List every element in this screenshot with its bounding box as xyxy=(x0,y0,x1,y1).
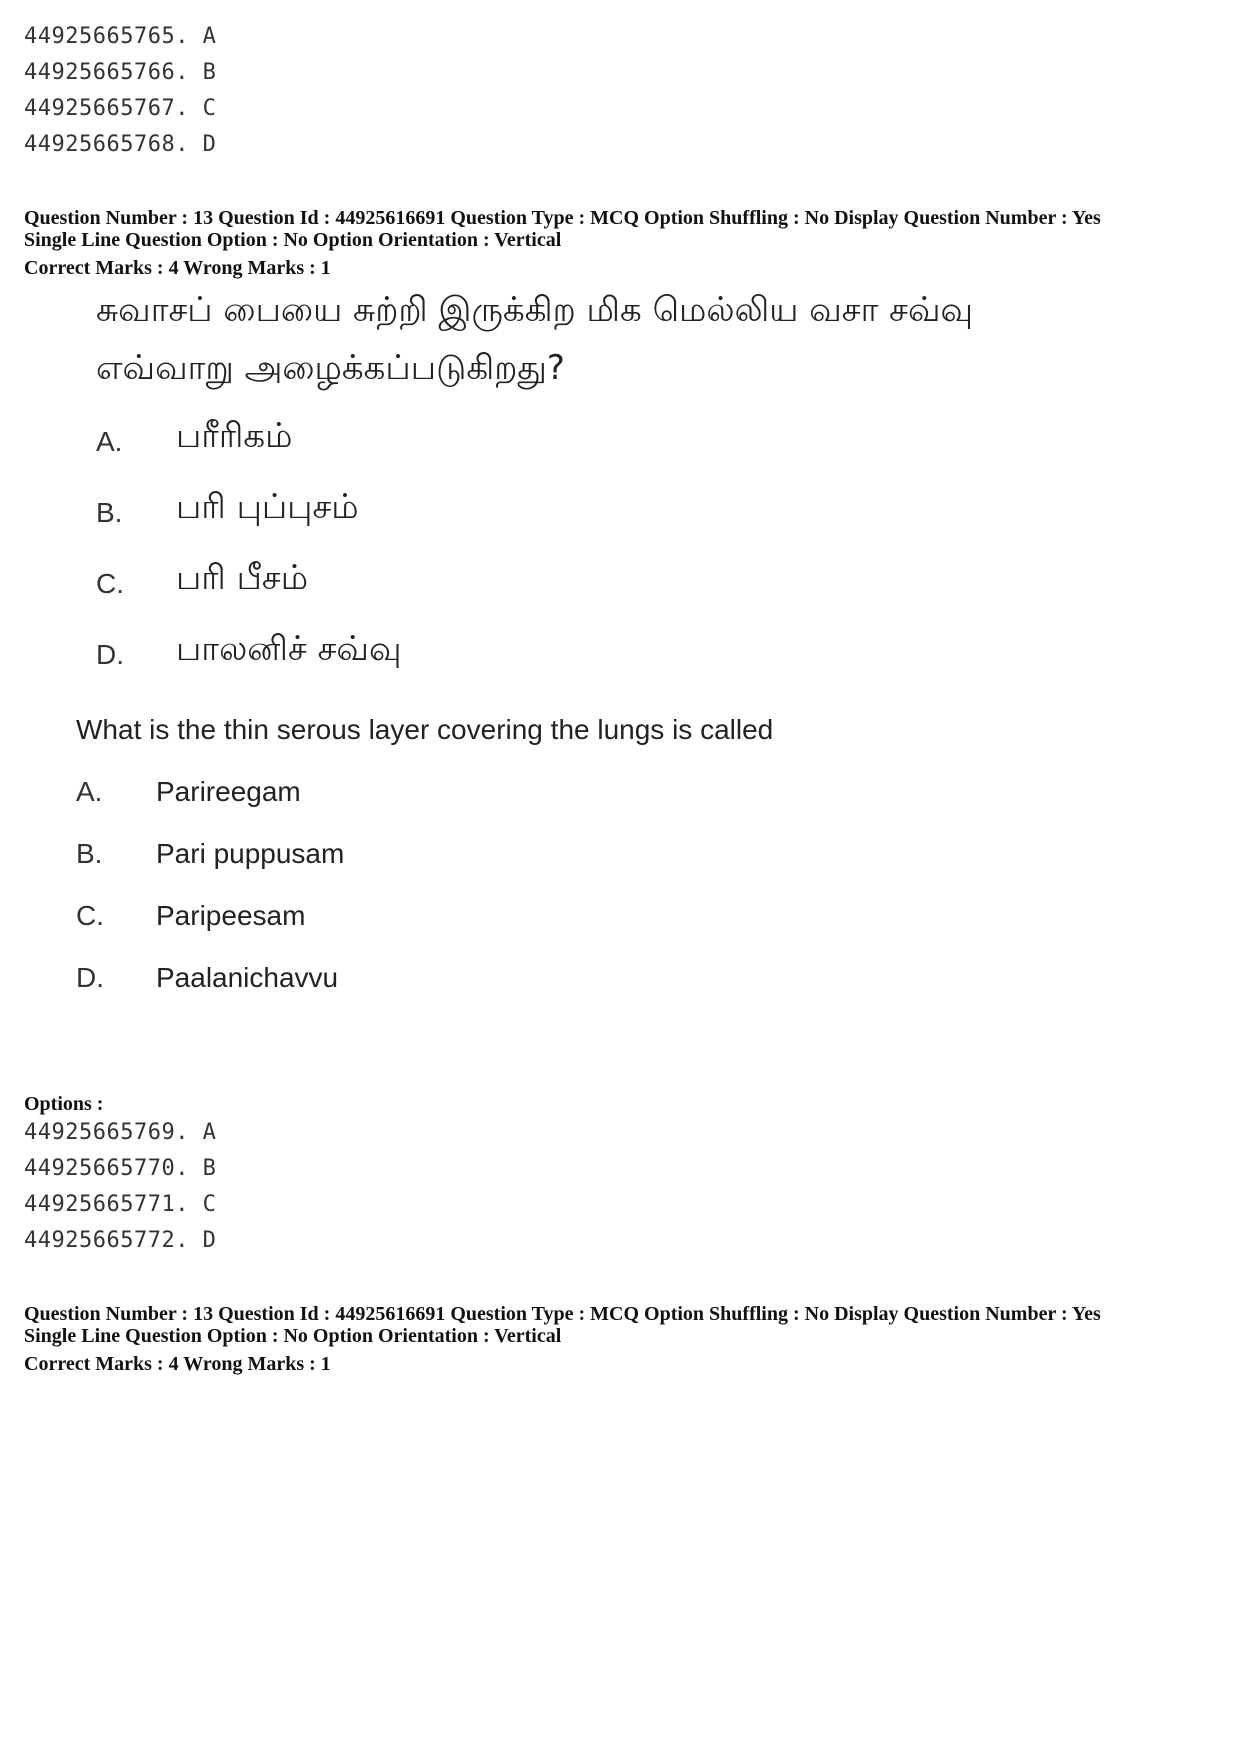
english-option-d-label: D. xyxy=(76,962,104,993)
english-option-a-label: A. xyxy=(76,776,103,807)
english-option-b-label: B. xyxy=(76,838,103,869)
tamil-option-a-label: A. xyxy=(96,426,123,457)
question-meta-line2-repeat: Single Line Question Option : No Option Orientation : Vertical xyxy=(24,1325,562,1347)
option-id-bottom-a: 44925665769. A xyxy=(24,1120,217,1145)
tamil-question-line2: எவ்வாறு அழைக்கப்படுகிறது? xyxy=(96,348,565,388)
tamil-option-d-text: பாலனிச் சவ்வு xyxy=(176,629,402,669)
option-id-top-b: 44925665766. B xyxy=(24,60,217,85)
english-option-c-text: Paripeesam xyxy=(156,900,306,931)
option-id-top-a: 44925665765. A xyxy=(24,24,217,49)
tamil-option-c-text: பரி பீசம் xyxy=(176,558,309,598)
option-id-bottom-b: 44925665770. B xyxy=(24,1156,217,1181)
english-question-text: What is the thin serous layer covering the lungs is called xyxy=(76,714,774,745)
tamil-option-b-label: B. xyxy=(96,497,123,528)
question-marks-line: Correct Marks : 4 Wrong Marks : 1 xyxy=(24,257,331,279)
option-id-top-c: 44925665767. C xyxy=(24,96,217,121)
english-option-a-text: Parireegam xyxy=(156,776,301,807)
tamil-option-a-text: பரீரிகம் xyxy=(176,416,293,456)
english-option-c-label: C. xyxy=(76,900,104,931)
tamil-option-b-text: பரி புப்புசம் xyxy=(176,487,359,527)
option-id-top-d: 44925665768. D xyxy=(24,132,217,157)
option-id-bottom-c: 44925665771. C xyxy=(24,1192,217,1217)
tamil-option-d-label: D. xyxy=(96,639,124,670)
question-meta-line1-repeat: Question Number : 13 Question Id : 44925616691 Question Type : MCQ Option Shuffling : No Display Question Number : Yes xyxy=(24,1303,1101,1325)
question-meta-line2: Single Line Question Option : No Option Orientation : Vertical xyxy=(24,229,562,251)
english-option-b-text: Pari puppusam xyxy=(156,838,345,869)
tamil-question-line1: சுவாசப் பையை சுற்றி இருக்கிற மிக மெல்லிய வசா சவ்வு xyxy=(96,290,974,330)
english-option-d-text: Paalanichavvu xyxy=(156,962,339,993)
question-meta-line1: Question Number : 13 Question Id : 44925616691 Question Type : MCQ Option Shuffling : No Display Question Number : Yes xyxy=(24,207,1101,229)
options-heading: Options : xyxy=(24,1093,104,1115)
question-marks-line-repeat: Correct Marks : 4 Wrong Marks : 1 xyxy=(24,1353,331,1375)
tamil-option-c-label: C. xyxy=(96,568,124,599)
option-id-bottom-d: 44925665772. D xyxy=(24,1228,217,1253)
